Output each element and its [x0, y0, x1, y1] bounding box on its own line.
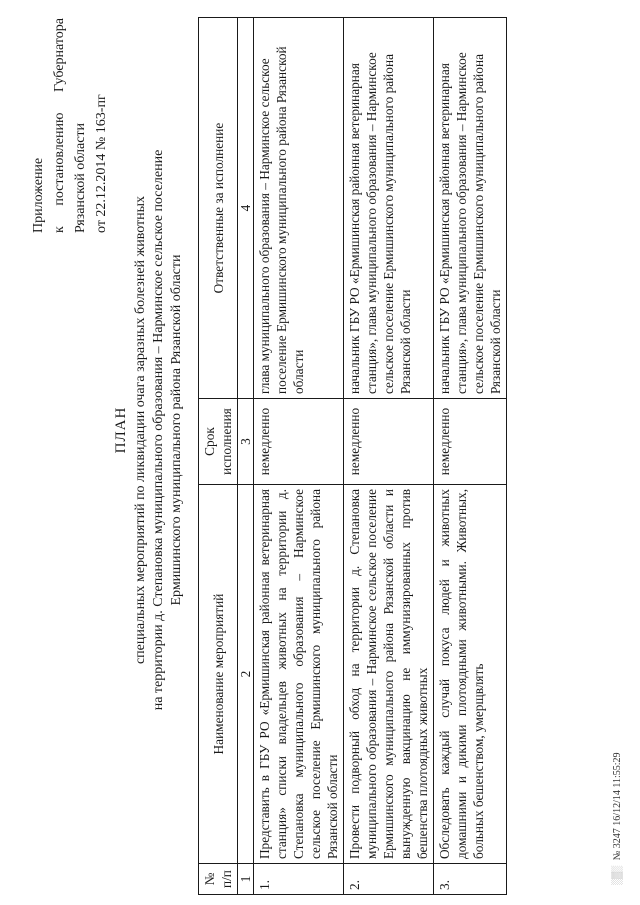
header-term: Срок исполнения: [199, 399, 238, 485]
appendix-word-k: к: [52, 226, 67, 233]
appendix-decree-line: [49, 18, 70, 233]
title-line-2: на территории д. Степановка муниципального образования – Нарминское сельское поселение: [151, 149, 166, 711]
table-row: [434, 18, 507, 895]
header-name: Наименование мероприятий: [199, 484, 238, 863]
appendix-region: Рязанской области: [73, 122, 88, 233]
table-index-row: [238, 18, 254, 895]
title-line-1: специальных мероприятий по ликвидации очага заразных болезней животных: [133, 195, 148, 665]
index-cell-2: 2: [238, 484, 254, 863]
measures-table: [198, 17, 507, 895]
title-heading: ПЛАН: [113, 406, 129, 454]
header-num: № п/п: [199, 864, 238, 895]
appendix-word-decree: постановлению: [52, 112, 67, 206]
row-measure: Провести подворный обход на территории д. Степановка муниципального образования – Нарминское сельское поселение Ермишинского муниципального района Рязанской области и вынужденную вакцинацию не иммунизированных против бешенства плотоядных животных: [344, 484, 434, 863]
row-num: 1.: [254, 864, 344, 895]
row-responsible: начальник ГБУ РО «Ермишинская районная ветеринарная станция», глава муниципального образования – Нарминское сельское поселение Ермишинского муниципального района Рязанской области: [344, 18, 434, 399]
stamp-smudge-icon: ░▒░: [612, 866, 623, 885]
appendix-word-governor: Губернатора: [52, 18, 67, 93]
index-cell-1: 1: [238, 864, 254, 895]
table-row: [254, 18, 344, 895]
appendix-label: Приложение: [31, 157, 46, 233]
registration-stamp: [612, 752, 623, 885]
row-responsible: начальник ГБУ РО «Ермишинская районная ветеринарная станция», глава муниципального образования – Нарминское сельское поселение Ермишинского муниципального района Рязанской области: [434, 18, 507, 399]
title-line-3: Ермишинского муниципального района Рязанской области: [169, 254, 184, 606]
row-measure: Представить в ГБУ РО «Ермишинская районная ветеринарная станция» списки владельцев животных на территории д. Степановка муниципального образования – Нарминское сельское поселение Ермишинского муниципального района Рязанской области: [254, 484, 344, 863]
row-responsible: глава муниципального образования – Нарминское сельское поселение Ермишинского муниципального района Рязанской области: [254, 18, 344, 399]
row-term: немедленно: [434, 399, 507, 485]
appendix-date-number: от 22.12.2014 № 163-пг: [94, 94, 109, 233]
index-cell-3: 3: [238, 399, 254, 485]
appendix-block: [28, 18, 112, 233]
table-header-row: [199, 18, 238, 895]
row-measure: Обследовать каждый случай покуса людей и животных домашними и дикими плотоядными животными. Животных, больных бешенством, умерщвлять: [434, 484, 507, 863]
row-num: 3.: [434, 864, 507, 895]
row-term: немедленно: [344, 399, 434, 485]
row-num: 2.: [344, 864, 434, 895]
row-term: немедленно: [254, 399, 344, 485]
header-resp: Ответственные за исполнение: [199, 18, 238, 399]
document-title: [112, 35, 186, 825]
index-cell-4: 4: [238, 18, 254, 399]
stamp-text: № 3247 16/12/14 11:55:29: [612, 752, 623, 861]
table-row: [344, 18, 434, 895]
